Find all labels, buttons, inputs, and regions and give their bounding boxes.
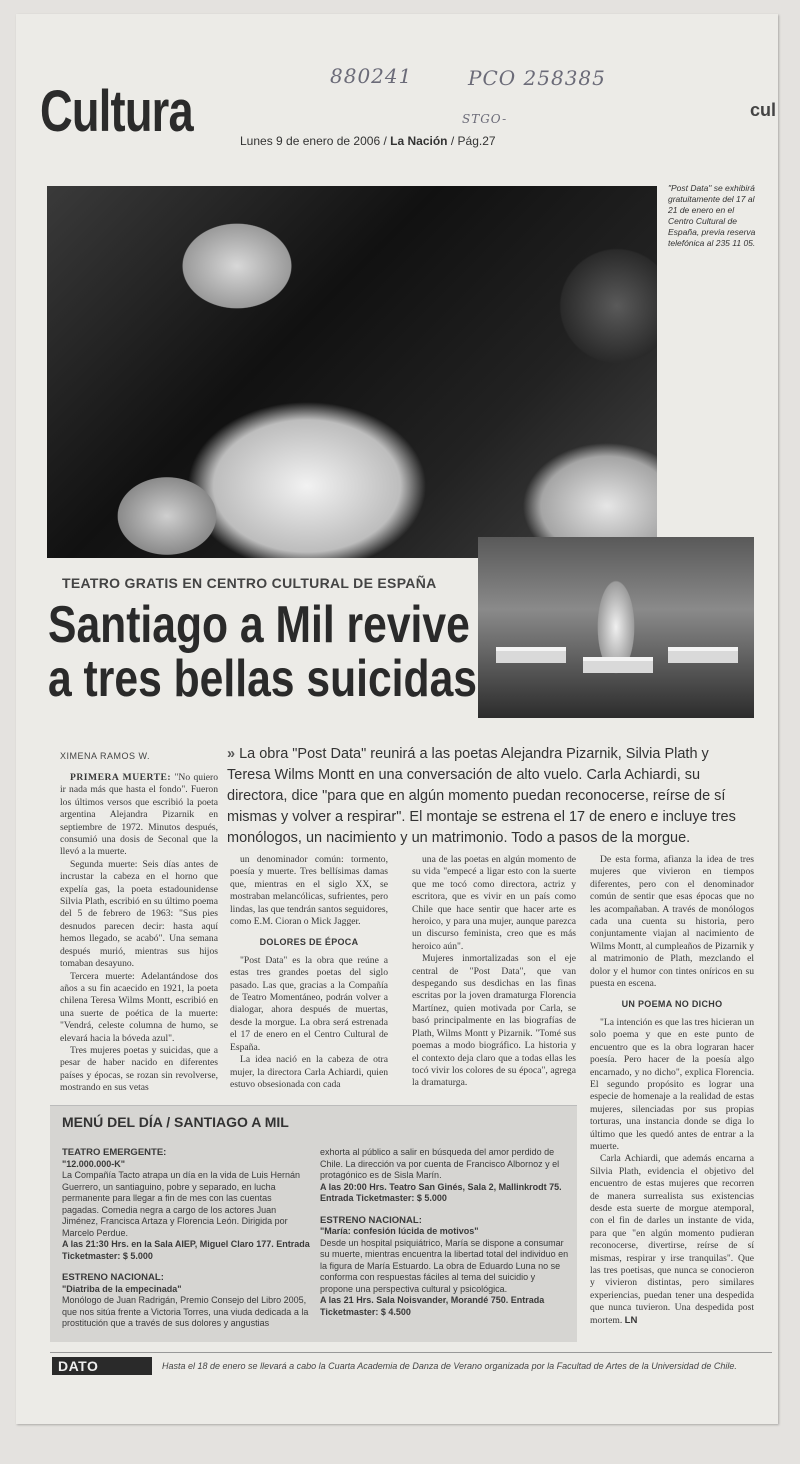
archive-mark-2: PCO 258385 — [468, 66, 606, 90]
menu-entry — [320, 1215, 570, 1319]
bed-center — [583, 657, 653, 673]
paragraph: De esta forma, afianza la idea de tres mujeres que vivieron en tiempos diferentes, pero con el denominador común de sentir que esas épocas que no les acompañaban. A través de monólogos cada una cuenta su historia, pero conjuntamente viajan al nacimiento de Wilms Montt, al cumpleaños de Pizarnik y al matrimonio de Plath, mezclando el dolor y el humor con tintes oníricos en su puesta en escena. — [590, 854, 755, 990]
menu-venue: A las 20:00 Hrs. Teatro San Ginés, Sala 2, Mallinkrodt 75. Entrada Ticketmaster: $ 5.000 — [320, 1181, 562, 1203]
article-column-2 — [230, 854, 388, 1091]
menu-body: Monólogo de Juan Radrigán, Premio Consejo del Libro 2005, que nos sitúa frente a Victoria Torres, una viuda dedicada a la prostitución que a través de sus dolores y angustias — [62, 1295, 309, 1328]
menu-body: Desde un hospital psiquiátrico, María se dispone a consumar su muerte, mientras encuentra la libertad total del individuo en la figura de María Estuardo. La obra de Eduardo Luna no se conforma con respuestas fáciles al tema del suicidio y propone una perspectiva cultural y psicológica. — [320, 1237, 569, 1294]
dato-label: DATO — [52, 1357, 152, 1375]
byline: XIMENA RAMOS W. — [60, 751, 151, 761]
section-title: Cultura — [40, 79, 193, 144]
dato-text: Hasta el 18 de enero se llevará a cabo la Cuarta Academia de Danza de Verano organizada por la Facultad de Artes de la Universidad de Chile. — [162, 1361, 737, 1371]
issue-date: Lunes 9 de enero de 2006 / — [240, 134, 387, 148]
lead-in: PRIMERA MUERTE: — [70, 772, 172, 783]
paragraph: Tercera muerte: Adelantándose dos años a su fin acaecido en 1921, la poeta chilena Teresa Wilms Montt, escribió en una suerte de poética de la muerte: "Vendrá, celeste columna de humo, se elevará hacia la bóveda azul". — [60, 970, 218, 1044]
menu-column-left — [62, 1147, 310, 1340]
menu-entry — [320, 1147, 570, 1205]
archive-mark-3: STGO- — [462, 112, 508, 126]
bed-right — [668, 647, 738, 663]
lead-text: La obra "Post Data" reunirá a las poetas Alejandra Pizarnik, Silvia Plath y Teresa Wilms Montt en una conversación de alto vuelo. Carla Achiardi, su directora, dice "para que en algún momento puedan reconocerse, reírse de sí mismas y volver a respirar". El montaje se estrena el 17 de enero e incluye tres monólogos, un nacimiento y un matrimonio. Todo a pasos de la morgue. — [227, 746, 736, 846]
menu-title-entry: "Diatriba de la empecinada" — [62, 1283, 182, 1294]
paragraph: "No quiero ir nada más que hasta el fondo". Fueron los últimos versos que escribió la poeta argentina Alejandra Pizarnik en septiembre de 1972. Minutos después, consumió una dosis de Seconal que la llevó a la muerte. — [60, 772, 218, 858]
menu-column-right — [320, 1147, 570, 1328]
paragraph: Carla Achiardi, que además encarna a Silvia Plath, evidencia el objetivo del encuentro de estas mujeres que recorren de manera surrealista sus existencias desde esta suerte de morgue atemporal, con el fin de darles un instante de vida, para que "en algún momento pudieran reconocerse, divertirse, reírse de sí mismas, respirar y irse tranquilas". Que las tres poetisas, que nunca se conocieron y vivieron distintas, pero similares experiencias, puedan tener una despedida que nunca tuvieron. Una despedida post mortem. — [590, 1153, 754, 1326]
paragraph: La idea nació en la cabeza de otra mujer, la directora Carla Achiardi, quien estuvo obsesionada con cada — [230, 1054, 388, 1090]
paragraph: "Post Data" es la obra que reúne a estas tres grandes poetas del siglo pasado. Las que, gracias a la Compañía de Teatro Momentáneo, podrán volver a dialogar, ahora después de muertas, desde la morgue. La obra será estrenada el 17 de enero en el Centro Cultural de España. — [230, 954, 388, 1053]
main-photo — [47, 186, 657, 558]
paragraph: Tres mujeres poetas y suicidas, que a pesar de haber nacido en diferentes países y épocas, se rozan sin revolverse, mostrando en sus vetas — [60, 1044, 218, 1094]
photo-caption: "Post Data" se exhibirá gratuitamente del 17 al 21 de enero en el Centro Cultural de España, previa reserva telefónica al 235 11 05. — [668, 183, 756, 248]
signature: LN — [624, 1314, 638, 1326]
menu-category: ESTRENO NACIONAL: — [62, 1272, 164, 1283]
menu-body: La Compañía Tacto atrapa un día en la vida de Luis Hernán Guerrero, un santiaguino, pobre y separado, en lucha permanente para llegar a fin de mes con las cuentas pagadas. Comedia negra a cargo de los actores Juan Jiménez, Francisca Artaza y Florencia León. Dirigida por Marcelo Perdue. — [62, 1170, 300, 1238]
article-lead — [227, 744, 755, 849]
adjacent-page-edge: cul — [750, 100, 777, 120]
dateline — [240, 134, 496, 148]
menu-entry — [62, 1272, 310, 1330]
subheading: UN POEMA NO DICHO — [621, 999, 723, 1010]
headline-line-1: Santiago a Mil revive — [48, 596, 470, 654]
menu-title-entry: "12.000.000-K" — [62, 1158, 126, 1169]
menu-category: TEATRO EMERGENTE: — [62, 1147, 167, 1158]
headline-line-2: a tres bellas suicidas — [48, 650, 478, 708]
paragraph: una de las poetas en algún momento de su vida "empecé a ligar esto con la suerte que me tocó como directora, actriz y escritora, que es vivir en un país como Chile que hace sentir que hacer arte es heroico, y para una mujer, aunque parezca un discurso feminista, creo que es más heroico aún". — [412, 854, 576, 952]
menu-venue: A las 21 Hrs. Sala Noisvander, Morandé 750. Entrada Ticketmaster: $ 4.500 — [320, 1295, 545, 1317]
menu-category: ESTRENO NACIONAL: — [320, 1214, 422, 1226]
article-headline — [48, 598, 507, 706]
newspaper-name: La Nación — [390, 134, 448, 148]
paragraph: "La intención es que las tres hicieran un solo poema y que en este punto de encuentro que es la obra lograran hacer poesía. Pero hacer de la poesía algo encarnado, y no dicho", explica Florencia. El segundo propósito es lograr una especie de homenaje a la realidad de estas mujeres, silenciadas por sus propias torturas, una instancia donde se diga lo último que les quedó antes de entrar a la muerte. — [590, 1016, 754, 1152]
menu-venue: A las 21:30 Hrs. en la Sala AIEP, Miguel Claro 177. Entrada Ticketmaster: $ 5.000 — [62, 1239, 310, 1261]
page-number: / Pág.27 — [450, 134, 496, 148]
article-kicker: TEATRO GRATIS EN CENTRO CULTURAL DE ESPAÑA — [62, 575, 437, 591]
paragraph: un denominador común: tormento, poesía y muerte. Tres bellísimas damas que, mientras en el siglo XX, se mostraban melancólicas, sufrientes, pero lindas, las que tendrán santos seguidores, como E.M. Cioran o Mick Jagger. — [230, 854, 388, 928]
stage-photo — [478, 537, 754, 718]
subheading: DOLORES DE ÉPOCA — [259, 937, 359, 948]
menu-entry — [62, 1147, 310, 1262]
paragraph: Mujeres inmortalizadas son el eje central de "Post Data", que van despegando sus desdichas en las finas escritas por la joven dramaturga Florencia Martínez, quien motivada por Carla, se basó principalmente en las biografías de Plath, Wilms Montt y Pizarnik. "Tomé sus poemas a modo biográfico. La historia y el contexto deja claro que a todas ellas les tocó vivir los colores de su época", agrega la dramaturga. — [412, 953, 576, 1089]
menu-title: MENÚ DEL DÍA / SANTIAGO A MIL — [62, 1114, 289, 1130]
lead-arrow-icon: » — [227, 746, 236, 762]
article-column-3 — [412, 854, 576, 1090]
article-column-4 — [590, 854, 754, 1327]
archive-mark-1: 880241 — [330, 64, 413, 88]
article-column-1 — [60, 772, 218, 1095]
menu-title-entry: "María: confesión lúcida de motivos" — [320, 1226, 479, 1236]
paragraph: Segunda muerte: Seis días antes de incrustar la cabeza en el horno que expelía gas, la poeta estadounidense Silvia Plath, escribió en su último poema del 5 de febrero de 1963: "Sus pies desnudos parecen decir: hasta aquí hemos llegado, se acabó". Una semana después murió, mientras sus hijos tomaban desayuno. — [60, 858, 218, 970]
menu-body: exhorta al público a salir en búsqueda del amor perdido de Chile. La dirección va por cuenta de Francisco Albornoz y el protagónico es de Sisla Marín. — [320, 1147, 560, 1180]
